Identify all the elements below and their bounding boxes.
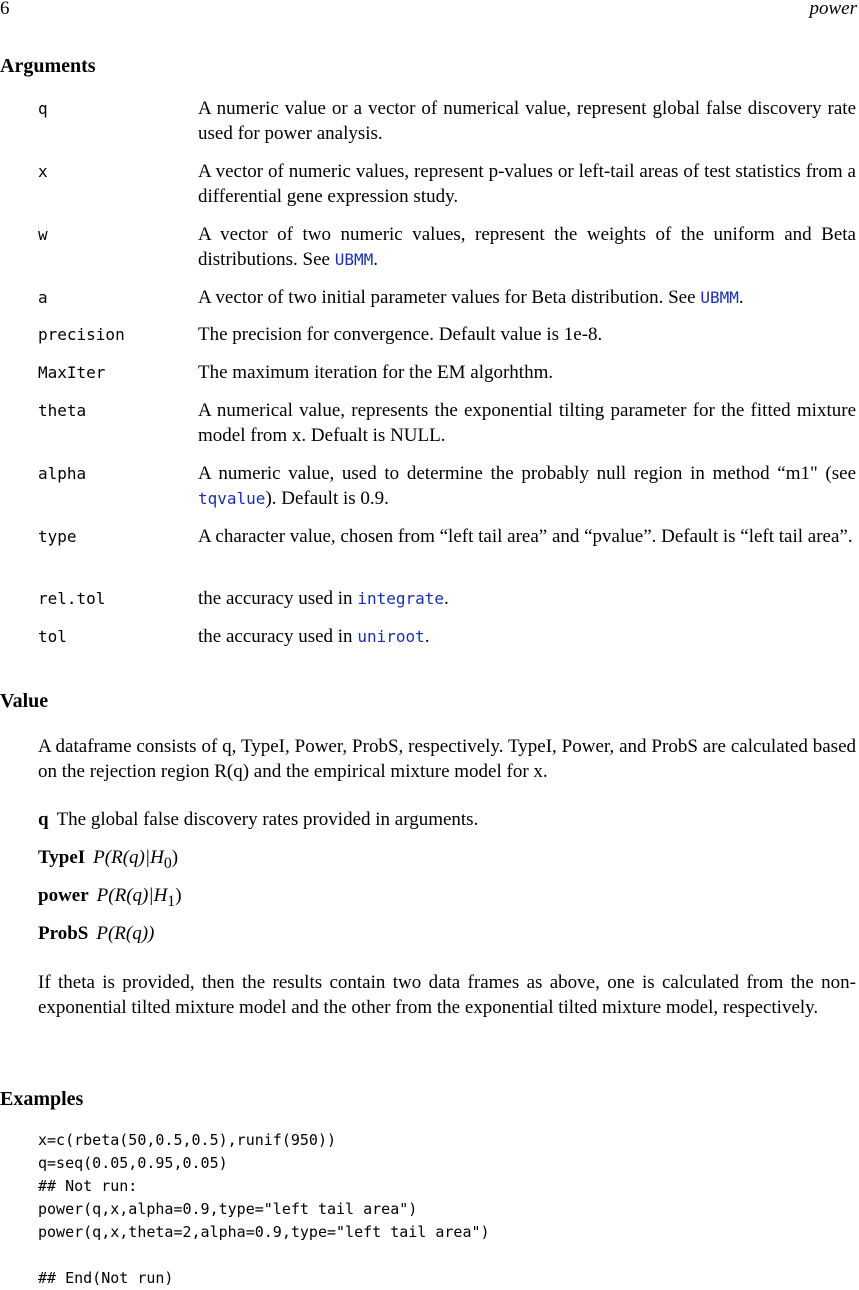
value-intro: A dataframe consists of q, TypeI, Power, ProbS, respectively. TypeI, Power, and ProbS are calculated based on the rejection region R(q) and the empirical mixture model for x. [38,736,856,782]
arg-desc-rel-tol-end: . [444,588,449,609]
value-math-typei [93,847,179,872]
code-line: ## Not run: [38,1177,138,1195]
value-math-power-sub: 1 [167,892,176,910]
arg-desc-tol [198,624,856,649]
arg-desc-alpha-text: A numeric value, used to determine the probably null region in method “m1" (see [198,463,856,484]
value-term-probs: ProbS [38,923,89,944]
page-number: 6 [0,0,10,19]
value-item-power [38,883,182,914]
arg-desc-rel-tol-text: the accuracy used in [198,588,358,609]
value-desc-q: The global false discovery rates provided in arguments. [56,809,479,830]
value-item-q [38,807,478,832]
arg-desc-tol-end: . [424,626,430,647]
ubmm-link[interactable]: UBMM [334,250,374,269]
arg-term-w: w [38,225,48,244]
arg-term-a: a [38,288,48,307]
code-line [38,1244,490,1267]
value-term-power: power [38,885,89,906]
arg-term-type: type [38,527,77,546]
arg-term-maxiter: MaxIter [38,363,106,382]
value-item-probs [38,921,154,946]
value-heading: Value [0,690,49,712]
arguments-heading: Arguments [0,55,96,77]
arg-desc-tol-text: the accuracy used in [198,626,358,647]
integrate-link[interactable]: integrate [357,589,445,608]
page-header-title: power [809,0,857,19]
value-term-q: q [38,809,49,830]
value-item-typei [38,845,178,876]
examples-heading: Examples [0,1088,84,1110]
arg-term-x: x [38,162,48,181]
value-math-power [96,885,182,910]
tqvalue-link[interactable]: tqvalue [198,489,266,508]
value-math-typei-main: P(R(q)|H [93,847,164,868]
code-line: x=c(rbeta(50,0.5,0.5),runif(950)) [38,1131,337,1149]
arg-term-theta: theta [38,401,87,420]
arg-desc-w-end: . [373,249,378,270]
arg-desc-rel-tol [198,586,856,611]
arg-desc-w [198,222,856,272]
arg-desc-theta: A numerical value, represents the exponential tilting parameter for the fitted mixture model from x. Defualt is NULL. [198,400,856,446]
arg-desc-alpha [198,461,856,511]
arg-term-rel-tol: rel.tol [38,589,106,608]
value-term-typei: TypeI [38,847,86,868]
arg-desc-a-text: A vector of two initial parameter values for Beta distribution. See [198,287,701,308]
arg-term-tol: tol [38,627,67,646]
value-math-typei-close: ) [171,847,179,868]
ubmm-link[interactable]: UBMM [700,288,739,307]
arg-desc-a-end: . [738,287,744,308]
code-line: ## End(Not run) [38,1269,174,1287]
value-math-power-main: P(R(q)|H [96,885,168,906]
arg-desc-precision: The precision for convergence. Default value is 1e-8. [198,324,603,345]
value-math-probs: P(R(q)) [96,923,155,944]
arg-term-q: q [38,99,48,118]
arg-desc-type: A character value, chosen from “left tail area” and “pvalue”. Default is “left tail area”. [198,526,853,547]
examples-code [38,1129,490,1290]
code-line: power(q,x,theta=2,alpha=0.9,type="left tail area") [38,1223,490,1241]
arg-term-alpha: alpha [38,464,87,483]
value-math-typei-sub: 0 [163,854,172,872]
arg-desc-x: A vector of numeric values, represent p-values or left-tail areas of test statistics from a differential gene expression study. [198,161,856,207]
arg-desc-q: A numeric value or a vector of numerical value, represent global false discovery rate used for power analysis. [198,98,856,144]
code-line: q=seq(0.05,0.95,0.05) [38,1154,228,1172]
arg-desc-alpha-end: ). Default is 0.9. [265,488,389,509]
arg-term-precision: precision [38,325,125,344]
value-outro: If theta is provided, then the results contain two data frames as above, one is calculated from the non-exponential tilted mixture model and the other from the exponential tilted mixture model, respectively. [38,972,856,1018]
uniroot-link[interactable]: uniroot [357,627,425,646]
arg-desc-w-text: A vector of two numeric values, represent the weights of the uniform and Beta distributions. See [198,224,856,270]
value-math-power-close: ) [175,885,182,906]
arg-desc-a [198,285,856,310]
arg-desc-maxiter: The maximum iteration for the EM algorhthm. [198,362,554,383]
code-line: power(q,x,alpha=0.9,type="left tail area") [38,1200,418,1218]
